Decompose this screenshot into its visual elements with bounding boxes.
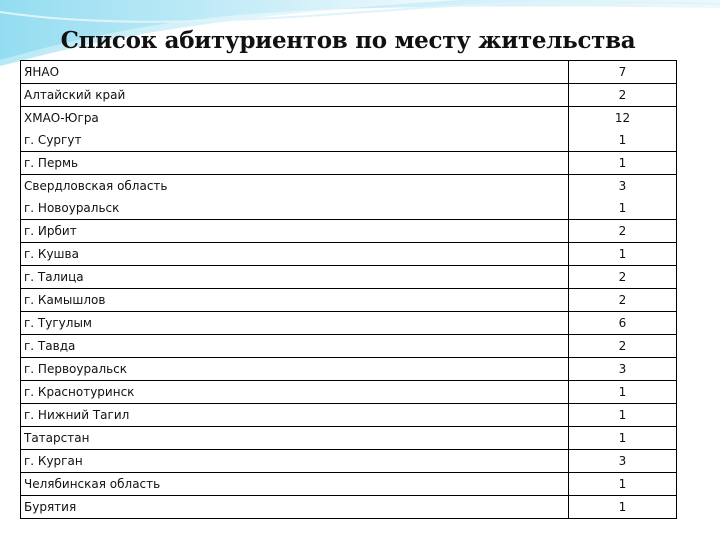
applicant-count: 7 (618, 65, 627, 79)
region-name: г. Пермь (24, 156, 79, 170)
page-title: Список абитуриентов по месту жительства (60, 27, 636, 54)
region-cell (21, 358, 569, 381)
region-name: г. Нижний Тагил (24, 408, 130, 422)
region-cell (21, 473, 569, 496)
region-name: Челябинская область (24, 477, 161, 491)
applicant-count: 2 (618, 293, 627, 307)
table-row (21, 450, 677, 473)
region-name: г. Камышлов (24, 293, 106, 307)
table-row (21, 107, 677, 152)
region-cell (21, 152, 569, 175)
table-row (21, 335, 677, 358)
table-row (21, 358, 677, 381)
region-name: г. Сургут (24, 133, 82, 147)
table-row (21, 175, 677, 220)
count-cell (569, 473, 677, 496)
region-name: г. Тавда (24, 339, 76, 353)
count-cell (569, 496, 677, 519)
applicant-count: 2 (618, 270, 627, 284)
applicant-count: 3 (618, 179, 627, 193)
count-cell (569, 107, 677, 152)
count-cell (569, 220, 677, 243)
count-cell (569, 266, 677, 289)
applicant-count: 1 (618, 431, 627, 445)
region-cell (21, 220, 569, 243)
applicant-count: 1 (618, 408, 627, 422)
applicant-count: 12 (614, 111, 631, 125)
table-row (21, 152, 677, 175)
region-cell (21, 107, 569, 152)
applicant-count: 2 (618, 339, 627, 353)
table-row (21, 289, 677, 312)
region-name: Алтайский край (24, 88, 126, 102)
applicant-count: 1 (618, 156, 627, 170)
region-cell (21, 289, 569, 312)
count-cell (569, 404, 677, 427)
table-row (21, 496, 677, 519)
table-row (21, 84, 677, 107)
region-name: ЯНАО (24, 65, 60, 79)
applicant-count: 1 (618, 477, 627, 491)
region-cell (21, 266, 569, 289)
region-cell (21, 450, 569, 473)
applicant-count: 2 (618, 88, 627, 102)
region-name: г. Новоуральск (24, 201, 120, 215)
region-name: Свердловская область (24, 179, 168, 193)
applicant-count: 1 (618, 201, 627, 215)
count-cell (569, 450, 677, 473)
applicants-table-container (20, 60, 677, 519)
count-cell (569, 381, 677, 404)
applicant-count: 6 (618, 316, 627, 330)
region-cell (21, 243, 569, 266)
region-cell (21, 312, 569, 335)
count-cell (569, 335, 677, 358)
applicant-count: 1 (618, 133, 627, 147)
count-cell (569, 175, 677, 220)
region-name: г. Краснотуринск (24, 385, 135, 399)
region-name: г. Тугулым (24, 316, 92, 330)
count-cell (569, 427, 677, 450)
table-row (21, 312, 677, 335)
count-cell (569, 61, 677, 84)
table-row (21, 266, 677, 289)
region-name: г. Ирбит (24, 224, 77, 238)
count-cell (569, 152, 677, 175)
region-cell (21, 84, 569, 107)
applicant-count: 1 (618, 500, 627, 514)
region-cell (21, 61, 569, 84)
table-row (21, 381, 677, 404)
table-row (21, 473, 677, 496)
region-name: ХМАО-Югра (24, 111, 99, 125)
table-row (21, 243, 677, 266)
region-name: Татарстан (24, 431, 90, 445)
region-cell (21, 427, 569, 450)
table-row (21, 61, 677, 84)
region-cell (21, 175, 569, 220)
region-name: г. Курган (24, 454, 83, 468)
applicant-count: 2 (618, 224, 627, 238)
region-name: г. Первоуральск (24, 362, 128, 376)
table-row (21, 427, 677, 450)
count-cell (569, 84, 677, 107)
applicant-count: 1 (618, 247, 627, 261)
region-cell (21, 381, 569, 404)
region-name: г. Кушва (24, 247, 79, 261)
table-row (21, 404, 677, 427)
region-cell (21, 496, 569, 519)
count-cell (569, 289, 677, 312)
region-cell (21, 335, 569, 358)
applicant-count: 1 (618, 385, 627, 399)
region-name: Бурятия (24, 500, 77, 514)
region-cell (21, 404, 569, 427)
count-cell (569, 312, 677, 335)
table-row (21, 220, 677, 243)
count-cell (569, 358, 677, 381)
applicants-table (20, 60, 677, 519)
region-name: г. Талица (24, 270, 84, 284)
count-cell (569, 243, 677, 266)
applicant-count: 3 (618, 362, 627, 376)
applicant-count: 3 (618, 454, 627, 468)
